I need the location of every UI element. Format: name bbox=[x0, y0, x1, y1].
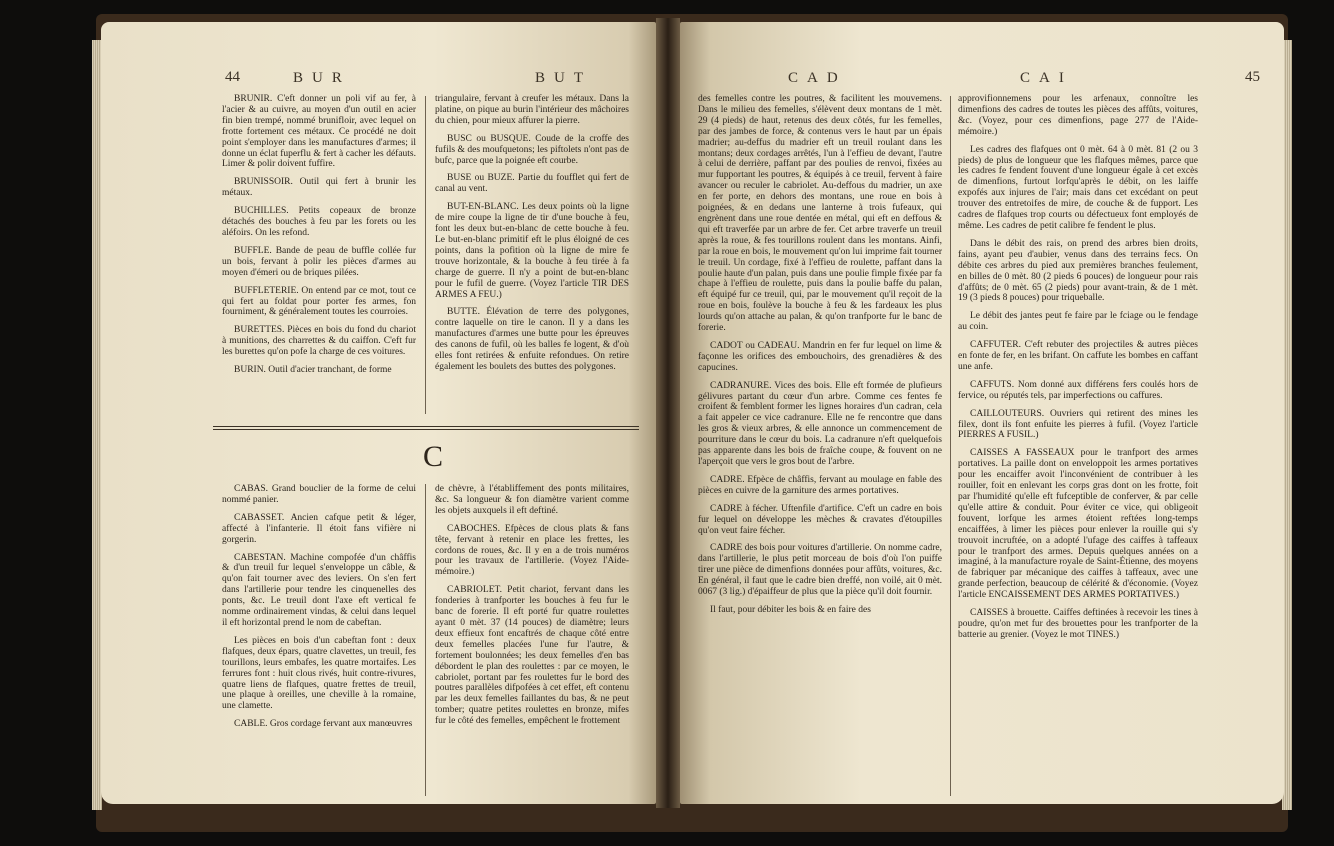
book-gutter bbox=[656, 18, 680, 808]
entry: BRUNISSOIR. Outil qui fert à brunir les métaux. bbox=[222, 177, 416, 199]
left-page bbox=[101, 22, 656, 804]
entry: CAFFUTS. Nom donné aux différens fers coulés hors de fervice, ou réputés tels, par imperfections ou caffures. bbox=[958, 379, 1198, 401]
entry: des femelles contre les poutres, & facilitent les mouvemens. Dans le milieu des femelles, s'élèvent deux montans de 1 mèt. 29 (4 pieds) de haut, retenus des deux côtés, fur les femelles, par des jambes de force, & contenus vers le haut par un épais madrier; au-deffus du madrier eft un treuil roulant dans les montans; deux cordages arrêtés, l'un à l'effieu de devant, l'autre à celui de derrière, paffant par des poulies de renvoi, fixées au mur fupportant les poutres, & équipés à ce treuil, fervent à faire avancer ou reculer le cabriolet. Au-deffous du madrier, un axe en fer porte, en dehors des montans, une roue en bois à poignées, & en dedans une lanterne à trois fufeaux, qui engrènent dans une roue dentée en métal, qui eft en deffous & qui eft traverfée par un arbre de fer. Cet arbre traverfe un treuil après la roue, & fes tourillons roulent dans les montans. Ainfi, par la roue en bois, le mouvement qu'on lui imprime fait tourner le treuil. Un cordage, fixé à l'effieu de roulette, paffant dans la poulie haute d'un palan, puis dans une poulie fimple fixée par fa chape à l'effieu de roulette, puis dans la poulie baffe du palan, eft équipé fur ce treuil, qui, par le mouvement qu'il reçoit de la roue en bois, foulève la bouche à feu & les fardeaux les plus lourds qu'on attache au palan, & qu'on tranfporte fur le banc de forerie. bbox=[698, 94, 942, 334]
entry: approvifionnemens pour les arfenaux, connoître les dimenfions des cadres de toutes les pièces des affûts, voitures, &c. (Voyez, pour ces dimenfions, page 277 de l'Aide-mémoire.) bbox=[958, 94, 1198, 137]
right-column-2 bbox=[958, 94, 1198, 648]
right-page bbox=[680, 22, 1284, 804]
entry: BRUNIR. C'eft donner un poli vif au fer, à l'acier & au cuivre, au moyen d'un outil en acier fin bien trempé, nommé brunifloir, avec lequel on frotte fortement ces métaux. Ce procédé ne doit point s'employer dans les manufactures d'armes; il donne un éclat fuperflu & fert à cacher les défauts. Limer & polir doivent fuffire. bbox=[222, 94, 416, 170]
entry: CAFFUTER. C'eft rebuter des projectiles & autres pièces en fonte de fer, en les brifant. On caffute les bombes en caffant une anfe. bbox=[958, 340, 1198, 372]
column-divider bbox=[425, 96, 426, 414]
entry: BUSC ou BUSQUE. Coude de la croffe des fufils & des moufquetons; les piftolets n'ont pas de bufc, parce que la poignée eft courbe. bbox=[435, 133, 629, 166]
section-rule bbox=[213, 426, 639, 427]
entry: BUT-EN-BLANC. Les deux points où la ligne de mire coupe la ligne de tir d'une bouche à feu, font les deux but-en-blanc de cette bouche à feu. Le but-en-blanc primitif eft le plus éloigné de ces points, dans la pofition où la ligne de mire fe trouve horizontale, & la bouche à feu tirée à fa charge de guerre. Il n'y a point de but-en-blanc pour le fufil de guerre. (Voyez l'article TIR DES ARMES A FEU.) bbox=[435, 202, 629, 300]
left-column-1 bbox=[222, 94, 416, 383]
entry: BURETTES. Pièces en bois du fond du chariot à munitions, des charrettes & du caiffon. C'eft fur les burettes qu'on pofe la charge de ces voitures. bbox=[222, 325, 416, 358]
entry: CADRE. Efpèce de châffis, fervant au moulage en fable des pièces en cuivre de la garniture des armes portatives. bbox=[698, 474, 942, 496]
running-head-left: BUR bbox=[293, 70, 351, 86]
entry: CAILLOUTEURS. Ouvriers qui retirent des mines les filex, dont ils font enfuite les pierres à fufil. (Voyez l'article PIERRES A FUSIL.) bbox=[958, 408, 1198, 441]
entry: Le débit des jantes peut fe faire par le fciage ou le fendage au coin. bbox=[958, 311, 1198, 333]
entry: CABOCHES. Efpèces de clous plats & fans tête, fervant à retenir en place les frettes, les cordons de roues, &c. Il y en a de trois numéros pour les travaux de l'artillerie. (Voyez l'Aide-mémoire.) bbox=[435, 523, 629, 578]
entry: CABESTAN. Machine compofée d'un châffis & d'un treuil fur lequel s'enveloppe un câble, & qu'on fait tourner avec des leviers. On s'en fert dans l'artillerie pour tendre les cinquenelles des ponts, &c. Le treuil dont l'axe eft vertical fe nomme ordinairement vindas, & celui dans lequel il eft horizontal prend le nom de cabeftan. bbox=[222, 552, 416, 628]
entry: BUFFLETERIE. On entend par ce mot, tout ce qui fert au foldat pour porter fes armes, fon fourniment, & généralement toutes les courroies. bbox=[222, 285, 416, 318]
entry: CADRANURE. Vices des bois. Elle eft formée de plufieurs gélivures partant du cœur d'un arbre. Comme ces fentes fe croifent & femblent former les lignes horaires d'un cadran, cela a fait appeler ce vice cadranure. Elle ne fe rencontre que dans les gros & vieux arbres, & elle annonce un commencement de pourriture dans le cœur du bois. La cadranure n'eft quelquefois pas apparente dans les bois de fraîche coupe, & fouvent on ne l'aperçoit que vers le gros bout de l'arbre. bbox=[698, 380, 942, 467]
entry: BUSE ou BUZE. Partie du foufflet qui fert de canal au vent. bbox=[435, 173, 629, 195]
entry: Les pièces en bois d'un cabeftan font : deux flafques, deux épars, quatre clavettes, un treuil, fes tourillons, leurs embafes, les quatre mortaifes. Les ferrures font : huit clous rivés, huit contre-rivures, quatre liens de flafques, quatre frettes de treuil, une plaque à oreilles, une cheville à la romaine, une clamette. bbox=[222, 635, 416, 712]
running-head-left: CAD bbox=[788, 70, 847, 86]
left-column-2 bbox=[435, 94, 629, 380]
column-divider bbox=[950, 96, 951, 796]
entry: CABLE. Gros cordage fervant aux manœuvres bbox=[234, 719, 413, 730]
entry: Il faut, pour débiter les bois & en faire des bbox=[710, 604, 871, 615]
entry: CAISSES A FASSEAUX pour le tranfport des armes portatives. La paille dont on enveloppoit les armes portatives pour les encaiffer avoit l'inconvénient de contribuer à les rouiller, foit en enlevant les corps gras dont on les frotte, foit par l'humidité qu'elle eft fufceptible de conferver, & par celle qu'elle attire & conduit. Pour éviter ce vice, qui obligeoit fouvent, lorfque les armes étoient reftées long-temps encaiffées, à limer les pièces pour enlever la rouille qui s'y trouvoit incruftée, on a adopté l'ufage des caiffes à taffeaux pour le tranfport des armes. Depuis quelques années on a imaginé, à la manufacture royale de Saint-Étienne, des moyens de fabriquer par mécanique des caiffes à taffeaux, avec une grande perfection, beaucoup de célérité & d'économie. (Voyez l'article ENCAISSEMENT DES ARMES PORTATIVES.) bbox=[958, 448, 1198, 601]
entry: CADRE des bois pour voitures d'artillerie. On nomme cadre, dans l'artillerie, le plus petit morceau de bois d'où l'on puiffe tirer une pièce de dimenfions données pour affûts, voitures, &c. En général, il faut que le cadre bien dreffé, non voilé, ait 0 mèt. 0067 (3 lig.) d'épaiffeur de plus que la pièce qu'il doit fournir. bbox=[698, 543, 942, 598]
column-divider bbox=[425, 484, 426, 796]
page-number: 44 bbox=[225, 69, 240, 85]
section-letter: C bbox=[423, 440, 444, 473]
section-rule bbox=[213, 429, 639, 430]
entry: de chèvre, à l'établiffement des ponts militaires, &c. Sa longueur & fon diamètre varient comme les objets auxquels il eft deftiné. bbox=[435, 484, 629, 516]
entry: triangulaire, fervant à creufer les métaux. Dans la platine, on pique au burin l'intérieur des mâchoires du chien, pour mieux affurer la pierre. bbox=[435, 94, 629, 126]
entry: BUTTE. Élévation de terre des polygones, contre laquelle on tire le canon. Il y a dans les manufactures d'armes une butte pour les épreuves des canons de fufil, où les balles fe logent, & d'où elles font retirées & enfuite refondues. On retire également les boulets des buttes des polygones. bbox=[435, 307, 629, 372]
entry: CADOT ou CADEAU. Mandrin en fer fur lequel on lime & façonne les orifices des embouchoirs, des grenadières & des capucines. bbox=[698, 340, 942, 373]
entry: BURIN. Outil d'acier tranchant, de forme bbox=[234, 365, 392, 376]
page-number: 45 bbox=[1245, 69, 1260, 85]
entry: BUCHILLES. Petits copeaux de bronze détachés des bouches à feu par les forets ou les aléfoirs. On les refond. bbox=[222, 206, 416, 238]
right-column-1 bbox=[698, 94, 942, 623]
left-column-4 bbox=[435, 484, 629, 734]
running-head-right: CAI bbox=[1020, 70, 1073, 86]
entry: CAISSES à brouette. Caiffes deftinées à recevoir les tines à poudre, qu'on met fur des brouettes pour les tranfporter de la batterie au grenier. (Voyez le mot TINES.) bbox=[958, 608, 1198, 640]
entry: Les cadres des flafques ont 0 mèt. 64 à 0 mèt. 81 (2 ou 3 pieds) de plus de longueur que les flafques mêmes, parce que les cadres fe fendent fouvent d'une longueur égale à cet excès de dimenfions, furtout lorfqu'après le débit, on les laiffe expofés aux injures de l'air; mais dans cet excédant on peut trouver des entretoifes de mire, de couche & de fupport. Les cadres de flafques trop courts ou défectueux font employés de même. Les cadres de petit calibre fe fendent le plus. bbox=[958, 144, 1198, 231]
entry: CABRIOLET. Petit chariot, fervant dans les fonderies à tranfporter les bouches à feu fur le banc de forerie. Il eft porté fur quatre roulettes ayant 0 mèt. 37 (14 pouces) de diamètre; leurs deux effieux font encaftrés de chaque côté entre deux femelles placées l'une fur l'autre, & fortement boulonnées; les deux femelles d'en bas débordent le plan des roulettes : par ce moyen, le cabriolet, portant par fes roulettes fur le bord des poutres parallèles difpofées à cet effet, eft contenu par les deux femelles faillantes du bas, & ne peut tomber; quatre petites roulettes en bronze, mifes fur le côté des femelles, empêchent le frottement bbox=[435, 585, 629, 727]
entry: CABAS. Grand bouclier de la forme de celui nommé panier. bbox=[222, 484, 416, 505]
running-head-right: BUT bbox=[535, 70, 592, 86]
entry: CADRE à fécher. Uftenfile d'artifice. C'eft un cadre en bois fur lequel on développe les mèches & cravates d'étoupilles qu'on veut faire fécher. bbox=[698, 503, 942, 536]
entry: CABASSET. Ancien cafque petit & léger, affecté à l'infanterie. Il étoit fans vifière ni gorgerin. bbox=[222, 512, 416, 545]
entry: Dans le débit des rais, on prend des arbres bien droits, fains, ayant peu d'aubier, venus dans des terrains fecs. On débite ces arbres du pied aux premières branches feulement, en billes de 0 mèt. 80 (2 pieds 6 pouces) de longueur pour rais d'affûts; de 0 mèt. 65 (2 pieds) pour avant-train, & de 1 mèt. 19 (3 pieds 8 pouces) pour triqueballe. bbox=[958, 238, 1198, 304]
entry: BUFFLE. Bande de peau de buffle collée fur un bois, fervant à polir les pièces d'armes au moyen d'émeri ou de briques pilées. bbox=[222, 245, 416, 278]
left-column-3 bbox=[222, 484, 416, 737]
